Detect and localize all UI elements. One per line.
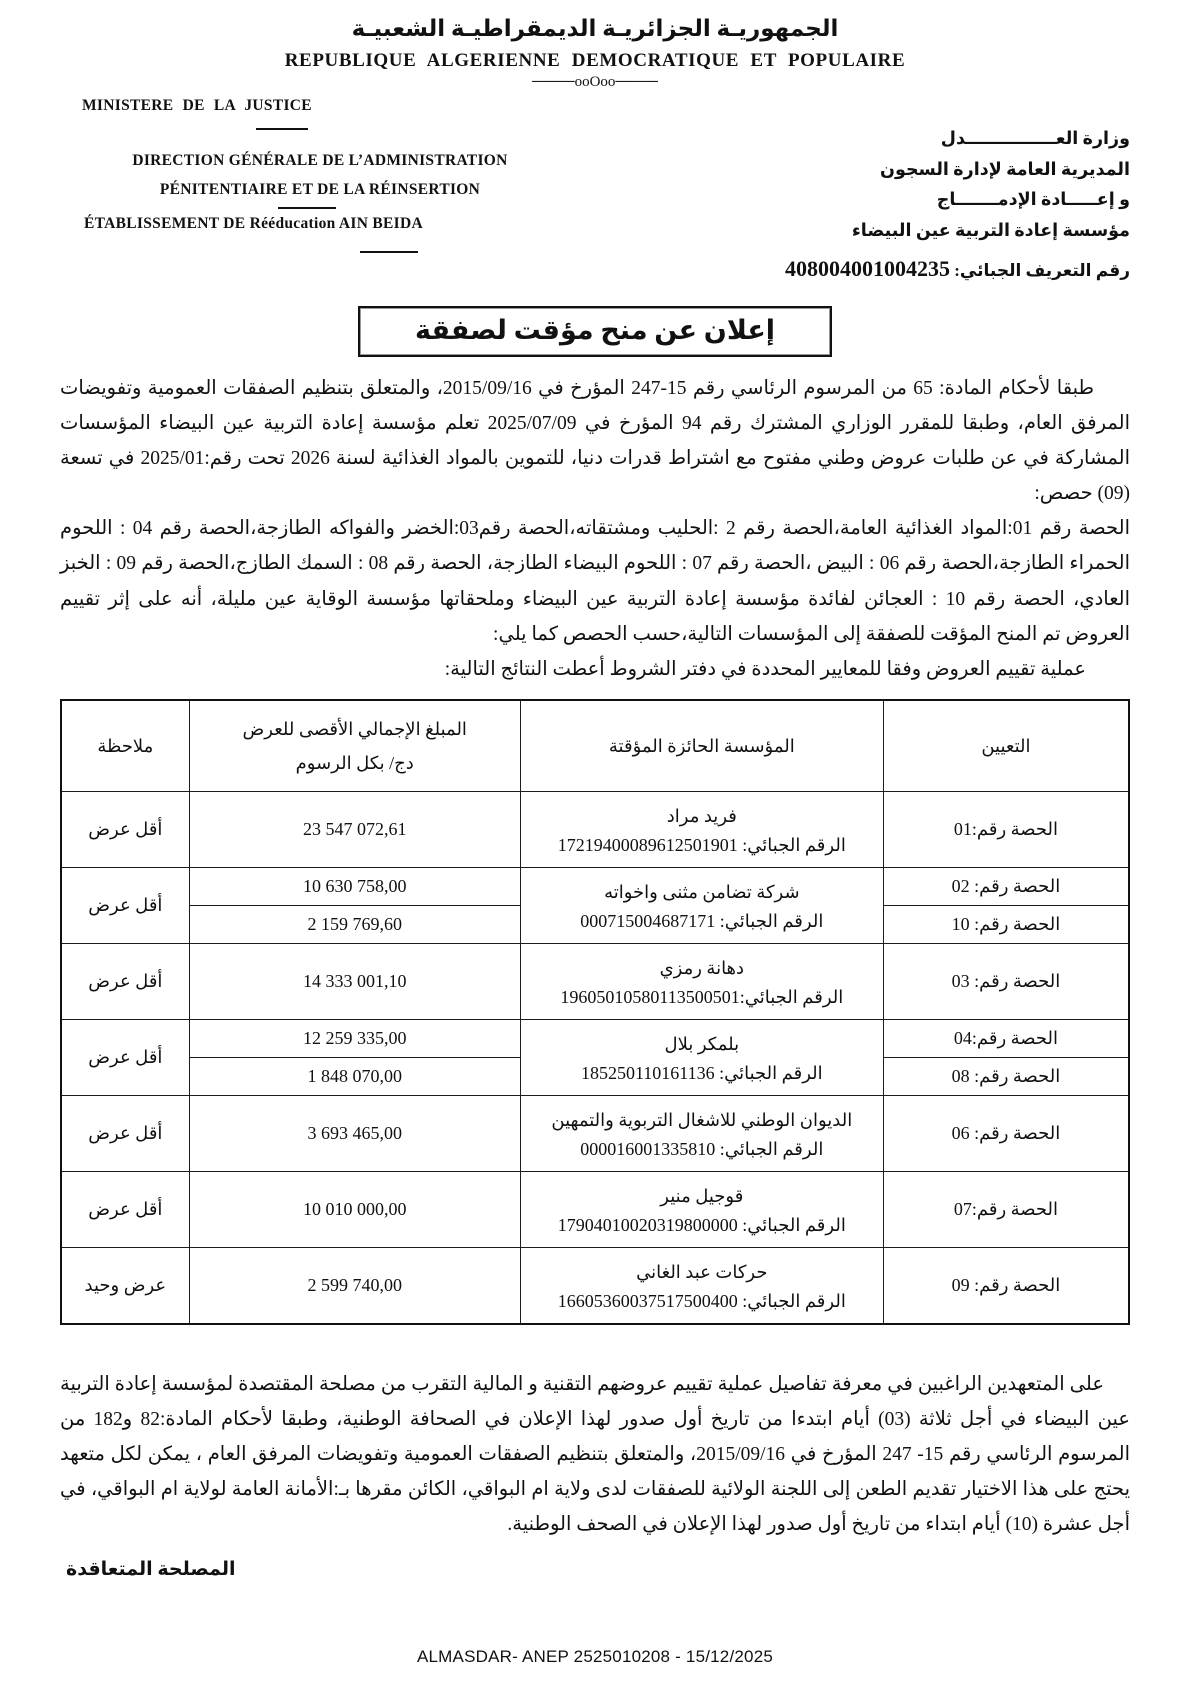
institution-name: قوجيل منير: [660, 1185, 744, 1206]
lot-designation-cell: الحصة رقم: 03: [883, 944, 1129, 1020]
direction-arabic-line-1: المديرية العامة لإدارة السجون: [880, 158, 1130, 179]
rule-dash: [360, 251, 418, 253]
note-cell: أقل عرض: [61, 1020, 189, 1096]
institution-tax-number: الرقم الجبائي: 000715004687171: [580, 910, 824, 931]
header-institution: المؤسسة الحائزة المؤقتة: [520, 700, 883, 792]
note-cell: أقل عرض: [61, 868, 189, 944]
note-cell: أقل عرض: [61, 792, 189, 868]
evaluation-paragraph: عملية تقييم العروض وفقا للمعايير المحددة في دفتر الشروط أعطت النتائج التالية:: [444, 658, 1086, 680]
letterhead-arabic-block: [696, 123, 1130, 288]
lot-designation-cell: الحصة رقم:07: [883, 1172, 1129, 1248]
offer-amount-cell: 14 333 001,10: [189, 944, 520, 1020]
tax-identification-line: [700, 250, 1130, 289]
ooo-separator: ────ooOoo────: [532, 74, 658, 90]
header-amount-line2: دج/ بكل الرسوم: [295, 753, 414, 774]
institution-tax-number: الرقم الجبائي: 16605360037517500400: [557, 1290, 846, 1311]
table-row: [61, 1096, 1129, 1172]
country-title-french: REPUBLIQUE ALGERIENNE DEMOCRATIQUE ET POPULAIRE: [284, 50, 906, 71]
ministry-of-justice-arabic: وزارة العـــــــــــــــدل: [940, 128, 1130, 148]
header-amount: [189, 700, 520, 792]
appeal-paragraph: على المتعهدين الراغبين في معرفة تفاصيل عملية تقييم عروضهم التقنية و المالية التقرب من مصلحة المقتصدة لمؤسسة إعادة التربية عين البيضاء في أجل ثلاثة (03) أيام ابتدءا من تاريخ أول صدور لهذا الإعلان في الصحافة الوطنية، وطبقا لأحكام المادة:82 و182 من المرسوم الرئاسي رقم 15- 247 المؤرخ في 2015/09/16، والمتعلق بتنظيم الصفقات العمومية وتفويضات المرفق العام ، يمكن لكل متعهد يحتج على هذا الاختيار تقديم الطعن إلى اللجنة الولائية للصفقات لدى ولاية ام البواقي، الكائن مقرها بـ:الأمانة العامة لولاية ام البواقي، في أجل عشرة (10) أيام ابتداء من تاريخ أول صدور لهذا الإعلان في الصحف الوطنية.: [60, 1373, 1131, 1536]
header-designation: التعيين: [883, 700, 1129, 792]
institution-cell: [520, 1020, 883, 1096]
announcement-title-box: [358, 306, 832, 357]
establishment-french: ÉTABLISSEMENT DE Rééducation AIN BEIDA: [84, 215, 423, 233]
results-table-body: [61, 792, 1129, 1324]
direction-line-2: PÉNITENTIAIRE ET DE LA RÉINSERTION: [159, 180, 481, 198]
ministry-of-justice-french: MINISTERE DE LA JUSTICE: [82, 97, 312, 114]
institution-name: دهانة رمزي: [659, 957, 745, 978]
lot-designation-cell: الحصة رقم: 08: [883, 1058, 1129, 1096]
institution-tax-number: الرقم الجبائي:19605010580113500501: [560, 986, 844, 1007]
institution-name: فريد مراد: [666, 805, 737, 826]
rule-dash: [256, 128, 308, 130]
offer-amount-cell: 2 159 769,60: [189, 906, 520, 944]
direction-arabic-line-2: و إعـــــادة الإدمـــــــاج: [936, 189, 1130, 210]
tax-id-label: رقم التعريف الجبائي:: [954, 260, 1130, 280]
letterhead: [60, 97, 1130, 288]
rule-dash: [278, 207, 336, 209]
offer-amount-cell: 12 259 335,00: [189, 1020, 520, 1058]
table-row: [61, 792, 1129, 868]
lot-designation-cell: الحصة رقم: 09: [883, 1248, 1129, 1324]
direction-generale-block: [60, 147, 580, 204]
institution-tax-number: الرقم الجبائي: 17904010020319800000: [557, 1214, 846, 1235]
institution-cell: [520, 1172, 883, 1248]
anep-reference-line: ALMASDAR- ANEP 2525010208 - 15/12/2025: [416, 1647, 774, 1666]
note-cell: عرض وحيد: [61, 1248, 189, 1324]
lot-designation-cell: الحصة رقم:04: [883, 1020, 1129, 1058]
offer-amount-cell: 2 599 740,00: [189, 1248, 520, 1324]
table-row: [61, 1248, 1129, 1324]
lot-designation-cell: الحصة رقم: 10: [883, 906, 1129, 944]
table-row: [61, 1020, 1129, 1058]
institution-name: بلمكر بلال: [664, 1033, 740, 1054]
lot-designation-cell: الحصة رقم: 02: [883, 868, 1129, 906]
establishment-arabic: مؤسسة إعادة التربية عين البيضاء: [851, 219, 1130, 240]
institution-tax-number: الرقم الجبائي: 17219400089612501901: [557, 834, 846, 855]
institution-cell: [520, 792, 883, 868]
institution-tax-number: الرقم الجبائي: 185250110161136: [580, 1062, 823, 1083]
header-amount-line1: المبلغ الإجمالي الأقصى للعرض: [242, 718, 467, 739]
announcement-title: إعلان عن منح مؤقت لصفقة: [414, 315, 776, 345]
note-cell: أقل عرض: [61, 944, 189, 1020]
lot-designation-cell: الحصة رقم:01: [883, 792, 1129, 868]
tax-id-value: 408004001004235: [785, 255, 951, 281]
institution-name: شركة تضامن مثنى واخواته: [604, 881, 800, 902]
institution-name: حركات عبد الغاني: [636, 1261, 768, 1282]
intro-paragraph: طبقا لأحكام المادة: 65 من المرسوم الرئاسي رقم 15-247 المؤرخ في 2015/09/16، والمتعلق بتنظيم الصفقات العمومية وتفويضات المرفق العام، وطبقا للمقرر الوزاري المشترك رقم 94 المؤرخ في 2025/07/09 تعلم مؤسسة إعادة التربية عين البيضاء المؤسسات المشاركة في عن طلبات عروض وطني مفتوح مع اشتراط قدرات دنيا، للتموين بالمواد الغذائية لسنة 2026 تحت رقم:2025/01 في تسعة (09) حصص:: [60, 378, 1131, 505]
note-cell: أقل عرض: [61, 1172, 189, 1248]
country-title-arabic: الجمهوريـة الجزائريـة الديمقراطيـة الشعبيـة: [351, 16, 839, 41]
offer-amount-cell: 1 848 070,00: [189, 1058, 520, 1096]
offer-amount-cell: 23 547 072,61: [189, 792, 520, 868]
lot-designation-cell: الحصة رقم: 06: [883, 1096, 1129, 1172]
table-row: [61, 944, 1129, 1020]
direction-line-1: DIRECTION GÉNÉRALE DE L’ADMINISTRATION: [132, 152, 508, 169]
institution-cell: [520, 944, 883, 1020]
table-row: [61, 1172, 1129, 1248]
letterhead-french-block: [60, 97, 580, 288]
institution-cell: [520, 1248, 883, 1324]
table-header-row: [61, 700, 1129, 792]
table-row: [61, 868, 1129, 906]
offer-amount-cell: 10 010 000,00: [189, 1172, 520, 1248]
institution-cell: [520, 1096, 883, 1172]
offer-amount-cell: 3 693 465,00: [189, 1096, 520, 1172]
results-table: [60, 699, 1130, 1325]
institution-name: الديوان الوطني للاشغال التربوية والتمهين: [551, 1109, 853, 1130]
institution-tax-number: الرقم الجبائي: 000016001335810: [580, 1138, 824, 1159]
offer-amount-cell: 10 630 758,00: [189, 868, 520, 906]
institution-cell: [520, 868, 883, 944]
header-note: ملاحظة: [61, 700, 189, 792]
lots-paragraph: الحصة رقم 01:المواد الغذائية العامة،الحصة رقم 2 :الحليب ومشتقاته،الحصة رقم03:الخضر والفواكه الطازجة،الحصة رقم 04 : اللحوم الحمراء الطازجة،الحصة رقم 06 : البيض ،الحصة رقم 07 : اللحوم البيضاء الطازجة، الحصة رقم 08 : السمك الطازج،الحصة رقم 09 : الخبز العادي، الحصة رقم 10 : العجائن لفائدة مؤسسة إعادة التربية عين البيضاء وملحقاتها مؤسسة الوقاية عين مليلة، أنه على إثر تقييم العروض تم المنح المؤقت للصفقة إلى المؤسسات التالية،حسب الحصص كما يلي:: [60, 518, 1131, 645]
note-cell: أقل عرض: [61, 1096, 189, 1172]
contracting-service-signature: المصلحة المتعاقدة: [66, 1559, 236, 1581]
